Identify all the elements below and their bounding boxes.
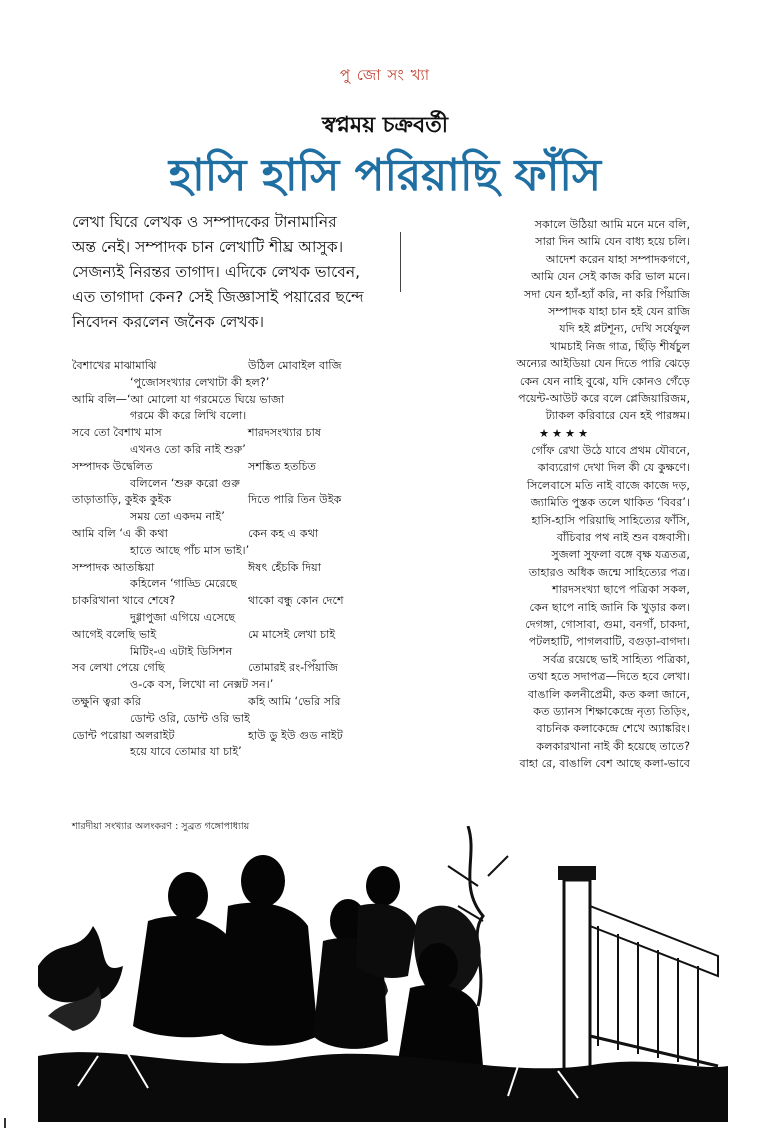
- poem-line-first-half: দুগ্গাপুজা এগিয়ে এসেছে: [130, 610, 236, 624]
- intro-line: লেখা ঘিরে লেখক ও সম্পাদকের টানামানির: [72, 213, 337, 231]
- poem-line: জ্যামিতি পুস্তক তলে থাকিত ‘বিবর’।: [530, 496, 690, 510]
- poem-line: হাসি-হাসি পরিয়াছি সাহিত্যের ফাঁসি,: [531, 513, 690, 527]
- poem-line: সদা যেন হ্যাঁ-হ্যাঁ করি, না করি পিঁয়াজি: [524, 287, 690, 301]
- intro-line: নিবেদন করলেন জনৈক লেখক।: [72, 313, 264, 331]
- poem-line-first-half: ও-কে বস, লিখো না নেক্সট সন।’: [130, 678, 274, 692]
- poem-line-second-half: ঈষৎ হেঁচকি দিয়া: [248, 560, 321, 574]
- intro-line: সেজন্যই নিরন্তর তাগাদ। এদিকে লেখক ভাবেন,: [72, 263, 361, 281]
- intro-line: অন্ত নেই। সম্পাদক চান লেখাটি শীঘ্র আসুক।: [72, 238, 344, 256]
- poem-line-first-half: হাতে আছে পাঁচ মাস ভাই।’: [130, 543, 250, 557]
- left-poem-column: [72, 358, 372, 761]
- poem-line: আদেশ করেন যাহা সম্পাদকগণে,: [545, 252, 690, 266]
- poem-line-first-half: সম্পাদক উদ্বেলিত: [72, 459, 153, 473]
- poem-line: বাহা রে, বাঙালি বেশ আছে কলা-ভাবে: [519, 757, 690, 771]
- column-divider: [400, 232, 401, 292]
- poem-line: [72, 711, 372, 728]
- poem-line: [72, 627, 372, 644]
- poem-line: [72, 392, 372, 409]
- poem-line: [72, 375, 372, 392]
- poem-line-first-half: আগেই বলেছি ভাই: [72, 627, 157, 641]
- stanza-separator: ★★★★: [538, 426, 592, 440]
- poem-line: তাহারও অধিক জন্মে সাহিত্যের পত্র।: [528, 565, 690, 579]
- poem-line: [72, 576, 372, 593]
- poem-line-second-half: মে মাসেই লেখা চাই: [248, 627, 336, 641]
- author-name: স্বপ্নময় চক্রবর্তী: [321, 113, 448, 138]
- poem-line: [72, 694, 372, 711]
- poem-line-first-half: সবে তো বৈশাখ মাস: [72, 426, 162, 440]
- poem-line-second-half: তোমারই রং-পিঁয়াজি: [248, 661, 339, 675]
- poem-line: শারদসংখ্যা ছাপে পত্রিকা সকল,: [552, 583, 690, 597]
- poem-line: দেগঙ্গা, গোসাবা, গুমা, বনগাঁ, চাকদা,: [525, 617, 690, 631]
- poem-line-first-half: সব লেখা পেয়ে গেছি: [72, 661, 165, 675]
- poem-line: সর্বত্র রয়েছে ভাই সাহিত্য পত্রিকা,: [543, 652, 690, 666]
- poem-line: [72, 644, 372, 661]
- poem-line: সম্পাদক যাহা চান হই যেন রাজি: [548, 304, 690, 318]
- poem-line: [72, 543, 372, 560]
- poem-line: বাঁচিবার পথ নাই শুন বঙ্গবাসী।: [556, 531, 690, 545]
- poem-line-second-half: হাউ ডু ইউ গুড নাইট: [248, 728, 343, 742]
- poem-line: যদি হই প্লটশূন্য, দেখি সর্ষেফুল: [559, 322, 690, 336]
- poem-line-first-half: তাড়াতাড়ি, কুইক কুইক: [72, 493, 172, 507]
- poem-line-second-half: কহি আমি ‘ভেরি সরি: [248, 694, 341, 708]
- poem-line: [72, 526, 372, 543]
- poem-line-first-half: গরমে কী করে লিখি বলো।: [130, 409, 247, 423]
- poem-line-first-half: সম্পাদক আতঙ্কিয়া: [72, 560, 155, 574]
- poem-line-first-half: এখনও তো করি নাই শুরু’: [130, 442, 246, 456]
- poem-line-first-half: চাকরিখানা খাবে শেষে?: [72, 594, 176, 608]
- poem-line-first-half: আমি বলি ‘এ কী কথা: [72, 526, 168, 540]
- poem-line: [72, 509, 372, 526]
- poem-line: সুজলা সুফলা বঙ্গে বৃক্ষ যত্রতত্র,: [551, 548, 690, 562]
- section-tag: পু জো সং খ্যা: [339, 66, 431, 84]
- poem-line-first-half: কহিলেন ‘গাড্ডি মেরেছে: [130, 577, 238, 591]
- illustration-caption: শারদীয়া সংখ্যার অলংকরণ : সুব্রত গঙ্গোপাধ্যায়: [72, 821, 250, 832]
- poem-line-second-half: সশঙ্কিত হতচিত: [248, 459, 317, 473]
- poem-line: সিলেবাসে মতি নাই বাজে কাজে দড়,: [526, 478, 690, 492]
- poem-line-second-half: কেন কহ এ কথা: [248, 526, 319, 540]
- poem-line-first-half: ‘পুজোসংখ্যার লেখাটা কী হল?’: [130, 375, 270, 389]
- poem-line-first-half: বলিলেন ‘শুরু করো গুরু: [130, 476, 240, 490]
- poem-line: [72, 560, 372, 577]
- poem-line: [72, 476, 372, 493]
- poem-line: [72, 442, 372, 459]
- poem-line: সকালে উঠিয়া আমি মনে মনে বলি,: [534, 218, 690, 231]
- poem-line-first-half: বৈশাখের মাঝামাঝি: [72, 359, 157, 372]
- poem-line: সারা দিন আমি যেন বাধ্য হয়ে চলি।: [535, 235, 690, 249]
- right-poem-column: [440, 216, 690, 773]
- poem-line-first-half: ডোন্ট পরোয়া অলরাইট: [72, 728, 175, 742]
- poem-line-second-half: থাকো বন্ধু কোন দেশে: [248, 594, 344, 608]
- poem-line: [72, 610, 372, 627]
- poem-line: ট্যাকল করিবারে যেন হই পারঙ্গম।: [545, 409, 690, 423]
- poem-line: [72, 728, 372, 745]
- poem-line: খামচাই নিজ গাত্র, ছিঁড়ি শীর্ষচুল: [550, 339, 690, 353]
- article-title: হাসি হাসি পরিয়াছি ফাঁসি: [168, 150, 602, 201]
- poem-line-first-half: ডোন্ট ওরি, ডোন্ট ওরি ভাই: [130, 711, 250, 725]
- poem-line: তথা হতে সদাপত্র—দিতে হবে লেখা।: [528, 670, 690, 684]
- poem-line: বাঙালি কলনীপ্রেমী, কত কলা জানে,: [527, 687, 690, 701]
- intro-paragraph: [72, 210, 390, 335]
- poem-line: পয়েন্ট-আউট করে বলে প্লেজিয়ারিজম,: [518, 391, 690, 405]
- poem-line: [72, 492, 372, 509]
- poem-line: বাচনিক কলাকেন্দ্রে শেখে অ্যাঙ্করিং।: [536, 722, 690, 736]
- poem-line: [72, 358, 372, 375]
- poem-line-second-half: উঠিল মোবাইল বাজি: [248, 359, 342, 372]
- poem-line: [72, 677, 372, 694]
- ink-illustration: [38, 826, 728, 1122]
- poem-line: [72, 408, 372, 425]
- poem-line: কত ড্যানস শিক্ষাকেন্দ্রে নৃত্য তিড়িং,: [533, 704, 690, 718]
- poem-line: পটলহাটি, পাগলবাটি, বগুড়া-বাগদা।: [528, 635, 690, 649]
- poem-line: [72, 459, 372, 476]
- poem-line-first-half: আমি বলি—‘আ মোলো যা গরমেতে ঘিয়ে ভাজা: [72, 392, 285, 406]
- poem-line: [72, 660, 372, 677]
- poem-line: কাব্যরোগ দেখা দিল কী যে কুক্ষণে।: [537, 461, 690, 475]
- poem-line-first-half: মিটিং-এ এটাই ডিসিশন: [130, 644, 233, 658]
- page-edge-mark: [4, 1118, 6, 1128]
- poem-line-second-half: শারদসংখ্যার চাষ: [248, 426, 322, 440]
- poem-line-first-half: তক্ষুনি ত্বরা করি: [72, 694, 141, 708]
- poem-line: কেন যেন নাহি বুঝে, যদি কোনও গেঁড়ে: [519, 374, 690, 388]
- poem-line: কলকারখানা নাই কী হয়েছে তাতে?: [536, 739, 690, 753]
- poem-line: [72, 593, 372, 610]
- intro-line: এত তাগাদা কেন? সেই জিজ্ঞাসাই পয়ারের ছন্দে: [72, 288, 364, 306]
- poem-line-first-half: সময় তো একদম নাই’: [130, 510, 225, 524]
- poem-line: কেন ছাপে নাহি জানি কি খুড়ার কল।: [529, 600, 690, 614]
- poem-line-first-half: হয়ে যাবে তোমার যা চাই’: [130, 745, 242, 759]
- poem-line-second-half: দিতে পারি তিন উইক: [248, 493, 342, 507]
- poem-line: [72, 425, 372, 442]
- poem-line: গোঁফ রেখা উঠে যাবে প্রথম যৌবনে,: [531, 444, 690, 458]
- poem-line: অন্যের আইডিয়া যেন দিতে পারি ঝেড়ে: [516, 357, 690, 371]
- poem-line: আমি যেন সেই কাজ করি ভাল মনে।: [531, 270, 690, 284]
- poem-line: [72, 744, 372, 761]
